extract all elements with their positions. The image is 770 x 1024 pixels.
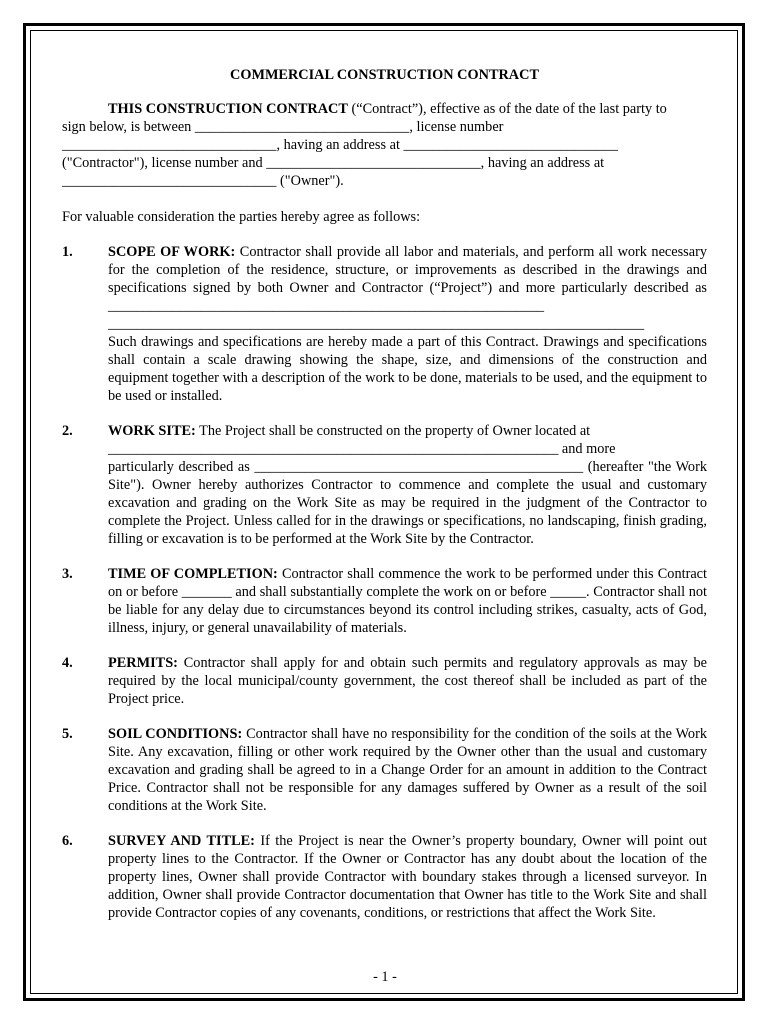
intro-paragraph: [62, 100, 707, 190]
intro-bold-lead: THIS CONSTRUCTION CONTRACT: [108, 101, 348, 117]
section-heading: TIME OF COMPLETION:: [108, 566, 278, 582]
section-text: Contractor shall apply for and obtain such permits and regulatory approvals as may be required by the local municipal/county government, the cost thereof shall be included as part of the Project price.: [108, 655, 707, 707]
section-number: 2.: [62, 423, 73, 439]
intro-line-5: ______________________________ ("Owner").: [62, 173, 344, 189]
section-heading: SCOPE OF WORK:: [108, 244, 236, 260]
section-text-2: Such drawings and specifications are hereby made a part of this Contract. Drawings and specifications shall contain a scale drawing showing the shape, size, and dimensions of the construction and equipment together with a description of the work to be done, materials to be used, and the equipment to be used or installed.: [108, 334, 707, 404]
section-text: Contractor shall have no responsibility for the condition of the soils at the Work Site. Any excavation, filling or other work required by the Owner other than the usual and customary excavation and grading shall be agreed to in a Change Order for an amount in addition to the Contract Price. Contractor shall not be responsible for any damages suffered by Owner as a result of the soil conditions at the Work Site.: [108, 726, 707, 814]
section-heading: PERMITS:: [108, 655, 178, 671]
section-number: 3.: [62, 566, 73, 582]
document-title: COMMERCIAL CONSTRUCTION CONTRACT: [230, 67, 539, 83]
section-line-2: _______________________________________________________________ and more: [108, 441, 616, 457]
section-heading: SURVEY AND TITLE:: [108, 833, 255, 849]
section-work-site: [62, 422, 707, 548]
section-text: Contractor shall commence the work to be performed under this Contract on or before _______ and shall substantially complete the work on or before _____. Contractor shall not be liable for any delay due to circumstances beyond its control including strikes, casualty, acts of God, illness, injury, or general unavailability of materials.: [108, 566, 707, 636]
section-scope-of-work: [62, 243, 707, 405]
section-line-1: The Project shall be constructed on the property of Owner located at: [195, 423, 591, 439]
page-number: - 1 -: [373, 969, 397, 985]
intro-line-2: sign below, is between ______________________________, license number: [62, 119, 504, 135]
section-text: If the Project is near the Owner’s property boundary, Owner will point out property lines to the Contractor. If the Owner or Contractor has any doubt about the location of the property lines, Owner shall provide Contractor with boundary stakes through a licensed surveyor. In addition, Owner shall provide Contractor documentation that Owner has title to the Work Site and shall provide Contractor copies of any covenants, conditions, or restrictions that affect the Work Site.: [108, 833, 707, 921]
section-number: 6.: [62, 833, 73, 849]
section-heading: SOIL CONDITIONS:: [108, 726, 243, 742]
section-survey-and-title: [62, 832, 707, 922]
section-number: 4.: [62, 655, 73, 671]
section-time-of-completion: [62, 565, 707, 637]
section-soil-conditions: [62, 725, 707, 815]
consideration-text: For valuable consideration the parties hereby agree as follows:: [62, 209, 421, 225]
section-blank-line: ___________________________________________________________________________: [108, 316, 645, 332]
section-heading: WORK SITE:: [108, 423, 196, 439]
section-permits: [62, 654, 707, 708]
section-number: 5.: [62, 726, 73, 742]
section-text: particularly described as ______________________________________________ (hereafter "the Work Site"). Owner hereby authorizes Contractor to commence and complete the usual and customary excavation and grading on the Work Site as may be required in the judgment of the Contractor to complete the Project. Unless called for in the drawings or specifications, no landscaping, finish grading, filling or excavation is to be performed at the Work Site by the Contractor.: [108, 459, 707, 547]
intro-line-3: ______________________________, having an address at ______________________________: [62, 137, 618, 153]
section-text: Contractor shall provide all labor and materials, and perform all work necessary for the completion of the residence, structure, or improvements as described in the drawings and specifications signed by both Owner and Contractor (“Project”) and more particularly described as _____________________________________________________________: [108, 244, 707, 314]
intro-line-4: ("Contractor"), license number and ______________________________, having an address at: [62, 155, 605, 171]
section-number: 1.: [62, 244, 73, 260]
document-body: [62, 66, 707, 939]
intro-line-1: (“Contract”), effective as of the date of the last party to: [347, 101, 667, 117]
